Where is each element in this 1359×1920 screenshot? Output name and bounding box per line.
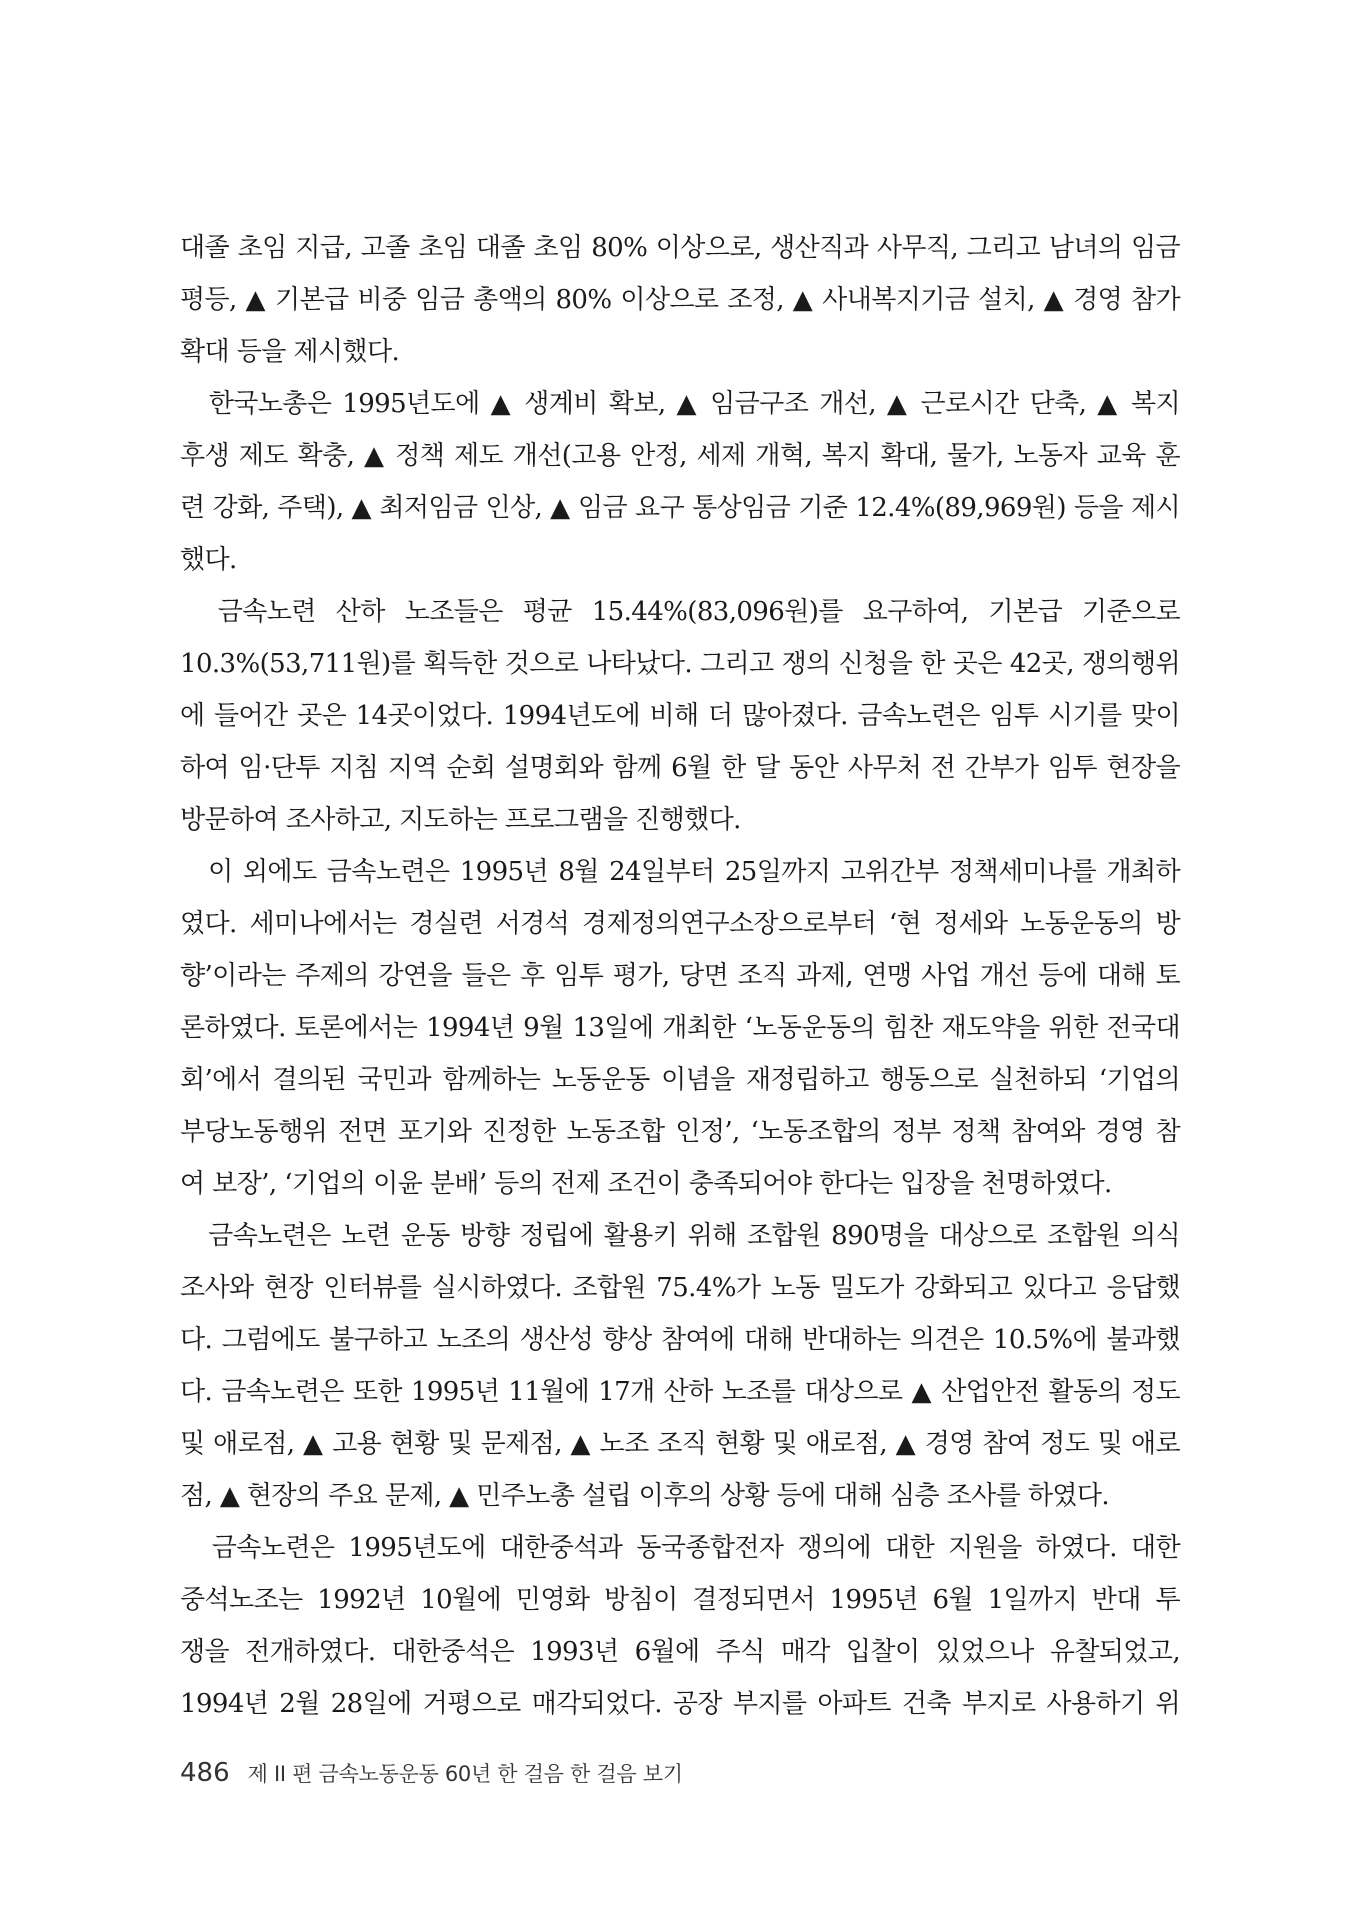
text-line: 및 애로점, ▲ 고용 현황 및 문제점, ▲ 노조 조직 현황 및 애로점, ▲ 경영 참여 정도 및 애로	[180, 1429, 1180, 1459]
text-line: 하여 임·단투 지침 지역 순회 설명회와 함께 6월 한 달 동안 사무처 전 간부가 임투 현장을	[180, 753, 1180, 783]
text-line: 다. 금속노련은 또한 1995년 11월에 17개 산하 노조를 대상으로 ▲ 산업안전 활동의 정도	[180, 1377, 1180, 1407]
text-line: 론하였다. 토론에서는 1994년 9월 13일에 개최한 ‘노동운동의 힘찬 재도약을 위한 전국대	[180, 1013, 1180, 1043]
text-line: 10.3%(53,711원)를 획득한 것으로 나타났다. 그리고 쟁의 신청을 한 곳은 42곳, 쟁의행위	[180, 649, 1180, 679]
text-line: 금속노련은 노련 운동 방향 정립에 활용키 위해 조합원 890명을 대상으로 조합원 의식	[180, 1221, 1180, 1251]
page-number: 486	[180, 1758, 230, 1788]
text-line: 여 보장’, ‘기업의 이윤 분배’ 등의 전제 조건이 충족되어야 한다는 입장을 천명하였다.	[180, 1169, 1112, 1199]
text-line: 에 들어간 곳은 14곳이었다. 1994년도에 비해 더 많아졌다. 금속노련은 임투 시기를 맞이	[180, 701, 1180, 731]
text-line: 중석노조는 1992년 10월에 민영화 방침이 결정되면서 1995년 6월 1일까지 반대 투	[180, 1585, 1180, 1615]
text-line: 부당노동행위 전면 포기와 진정한 노동조합 인정’, ‘노동조합의 정부 정책 참여와 경영 참	[180, 1117, 1180, 1147]
page-footer	[180, 1758, 683, 1798]
text-line: 1994년 2월 28일에 거평으로 매각되었다. 공장 부지를 아파트 건축 부지로 사용하기 위	[180, 1689, 1180, 1719]
text-line: 였다. 세미나에서는 경실련 서경석 경제정의연구소장으로부터 ‘현 정세와 노동운동의 방	[180, 909, 1180, 939]
text-line: 후생 제도 확충, ▲ 정책 제도 개선(고용 안정, 세제 개혁, 복지 확대, 물가, 노동자 교육 훈	[180, 441, 1180, 471]
text-line: 향’이라는 주제의 강연을 들은 후 임투 평가, 당면 조직 과제, 연맹 사업 개선 등에 대해 토	[180, 961, 1180, 991]
paragraph	[180, 222, 1180, 378]
text-line: 조사와 현장 인터뷰를 실시하였다. 조합원 75.4%가 노동 밀도가 강화되고 있다고 응답했	[180, 1273, 1180, 1303]
text-line: 금속노련 산하 노조들은 평균 15.44%(83,096원)를 요구하여, 기본급 기준으로	[180, 597, 1180, 627]
text-line: 점, ▲ 현장의 주요 문제, ▲ 민주노총 설립 이후의 상황 등에 대해 심층 조사를 하였다.	[180, 1481, 1110, 1511]
text-line: 확대 등을 제시했다.	[180, 337, 400, 367]
text-line: 다. 그럼에도 불구하고 노조의 생산성 향상 참여에 대해 반대하는 의견은 10.5%에 불과했	[180, 1325, 1180, 1355]
paragraph	[180, 378, 1180, 586]
text-line: 했다.	[180, 545, 237, 575]
text-line: 평등, ▲ 기본급 비중 임금 총액의 80% 이상으로 조정, ▲ 사내복지기금 설치, ▲ 경영 참가	[180, 285, 1180, 315]
text-line: 대졸 초임 지급, 고졸 초임 대졸 초임 80% 이상으로, 생산직과 사무직, 그리고 남녀의 임금	[180, 233, 1180, 263]
body-text	[180, 222, 1180, 1730]
text-line: 방문하여 조사하고, 지도하는 프로그램을 진행했다.	[180, 805, 741, 835]
text-line: 금속노련은 1995년도에 대한중석과 동국종합전자 쟁의에 대한 지원을 하였다. 대한	[180, 1533, 1180, 1563]
text-line: 회’에서 결의된 국민과 함께하는 노동운동 이념을 재정립하고 행동으로 실천하되 ‘기업의	[180, 1065, 1180, 1095]
running-header: 제 II 편 금속노동운동 60년 한 걸음 한 걸음 보기	[247, 1762, 683, 1786]
paragraph	[180, 1522, 1180, 1730]
text-line: 련 강화, 주택), ▲ 최저임금 인상, ▲ 임금 요구 통상임금 기준 12.4%(89,969원) 등을 제시	[180, 493, 1180, 523]
text-line: 쟁을 전개하였다. 대한중석은 1993년 6월에 주식 매각 입찰이 있었으나 유찰되었고,	[180, 1637, 1180, 1667]
paragraph	[180, 586, 1180, 846]
text-line: 한국노총은 1995년도에 ▲ 생계비 확보, ▲ 임금구조 개선, ▲ 근로시간 단축, ▲ 복지	[180, 389, 1180, 419]
paragraph	[180, 1210, 1180, 1522]
paragraph	[180, 846, 1180, 1210]
text-line: 이 외에도 금속노련은 1995년 8월 24일부터 25일까지 고위간부 정책세미나를 개최하	[180, 857, 1180, 887]
